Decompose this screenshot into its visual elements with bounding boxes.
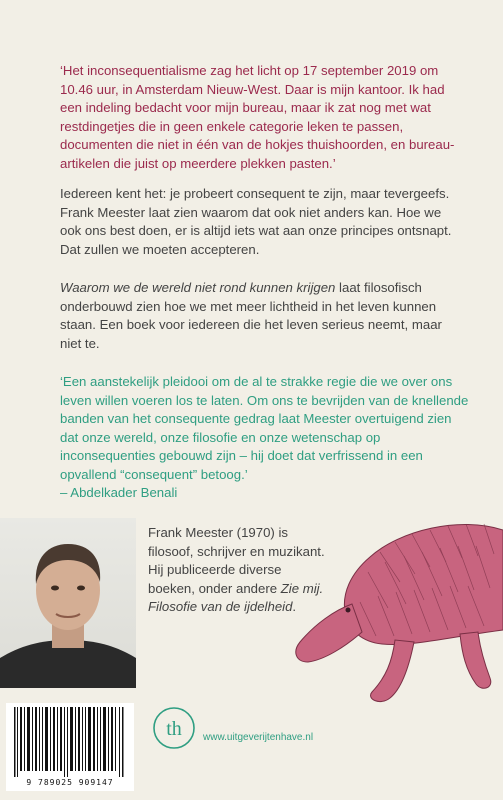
publisher-logo-text: th — [166, 718, 182, 740]
review-attribution: – Abdelkader Benali — [60, 485, 178, 500]
publisher-url-link[interactable]: www.uitgeverijtenhave.nl — [203, 732, 314, 743]
publisher-logo — [152, 706, 196, 750]
platypus-eye — [346, 608, 351, 613]
description-paragraph-2 — [60, 279, 465, 353]
author-book-title: Zie mij. Filosofie van de ijdelheid — [148, 580, 324, 614]
review-quote — [60, 373, 470, 503]
author-photo — [0, 518, 136, 688]
description-paragraph-1: Iedereen kent het: je probeert consequent te zijn, maar tevergeefs. Frank Meester laat zien waarom dat ook niet anders kan. Hoe we ook ons best doen, er is altijd iets wat aan onze principes ontsnapt. Dat zullen we moeten accepteren. — [60, 186, 452, 257]
author-bio — [148, 524, 328, 617]
opening-quote: ‘Het inconsequentialisme zag het licht op 17 september 2019 om 10.46 uur, in Amsterdam Nieuw-West. Daar is mijn kantoor. Ik had een indeling bedacht voor mijn bureau, maar ik zat nog met wat restdingetjes die in geen enkele categorie leken te passen, documenten die niet in één van de hokjes thuishoorden, en bureau-artikelen die juist op meerdere plekken pasten.’ — [60, 63, 455, 171]
review-quote-text: ‘Een aanstekelijk pleidooi om de al te strakke regie die we over ons leven willen voeren los te laten. Om ons te bevrijden van de knellende banden van het consequente gedrag laat Meester overtuigend zien dat onze wereld, onze filosofie en onze wetenschap op inconsequenties gebouwd zijn – hij doet dat verfrissend in een opvallend “consequent” betoog.’ — [60, 374, 469, 482]
author-bio-text: Frank Meester (1970) is filosoof, schrijver en muzikant. Hij publiceerde diverse boeken, onder andere — [148, 525, 325, 596]
description-paragraph-2-text: laat filosofisch onderbouwd zien hoe we met meer lichtheid in het leven kunnen staan. Een boek voor iedereen die het leven serieus neemt, maar niet te. — [60, 280, 442, 351]
author-bio-end: . — [292, 599, 297, 614]
book-title-inline: Waarom we de wereld niet rond kunnen krijgen — [60, 280, 336, 295]
isbn-number: 9 789025 909147 — [26, 778, 114, 787]
